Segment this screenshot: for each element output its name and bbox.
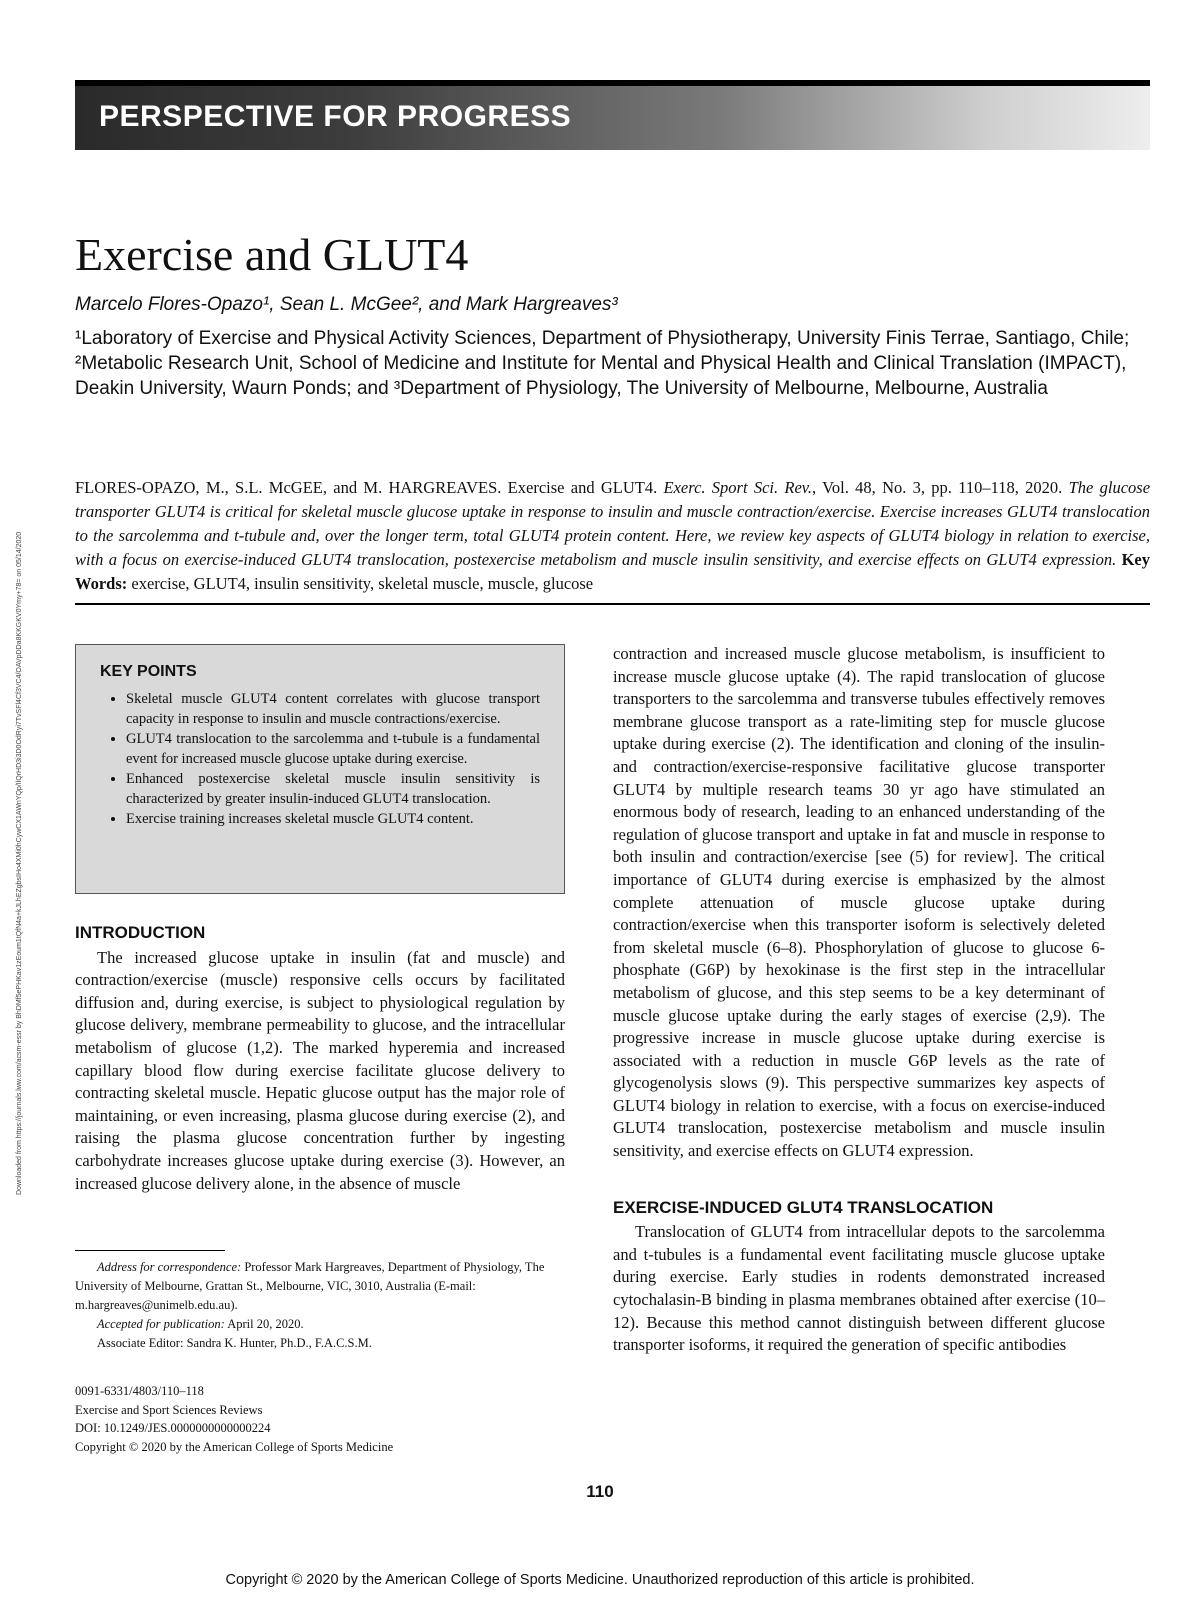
page-number: 110 (586, 1482, 614, 1501)
footer-copyright: Copyright © 2020 by the American College of Sports Medicine. Unauthorized reproduction of this article is prohibited. (225, 1572, 975, 1588)
keywords-label: Key Words: (75, 550, 1150, 593)
doi: DOI: 10.1249/JES.0000000000000224 (75, 1421, 271, 1435)
accepted-label: Accepted for publication: (97, 1317, 225, 1331)
key-point-item: • Skeletal muscle GLUT4 content correlates with glucose transport capacity in response to insulin and muscle contractions/exercise. (126, 689, 540, 729)
issn: 0091-6331/4803/110–118 (75, 1384, 204, 1398)
accepted-date: April 20, 2020. (227, 1317, 304, 1331)
key-point-item: • Exercise training increases skeletal muscle GLUT4 content. (126, 809, 540, 829)
translocation-heading: EXERCISE-INDUCED GLUT4 TRANSLOCATION (613, 1197, 994, 1217)
right-column (613, 643, 1105, 1357)
banner-label: PERSPECTIVE FOR PROGRESS (99, 100, 572, 133)
introduction-paragraph-continued: contraction and increased muscle glucose metabolism, is insufficient to increase muscle glucose uptake (4). The rapid translocation of glucose transporters to the sarcolemma and transverse tubules effectively removes membrane glucose transport as a rate-limiting step for muscle glucose uptake during exercise (2). The identification and cloning of the insulin- and contraction/exercise-responsive facilitative glucose transporter GLUT4 by multiple research teams 30 yr ago have stimulated an enormous body of research, leading to an enhanced understanding of the regulation of glucose transport and uptake in fat and muscle in response to both insulin and contraction/exercise [see (5) for review]. The critical importance of GLUT4 during exercise is emphasized by the almost complete attenuation of muscle glucose uptake during contraction/exercise when this transporter isoform is selectively deleted from skeletal muscle (6–8). Phosphorylation of glucose to glucose 6-phosphate (G6P) by hexokinase is the first step in the intracellular metabolism of glucose, and this step seems to be a key determinant of muscle glucose uptake during the early stages of exercise (2,9). The progressive increase in muscle glucose uptake during exercise is associated with a reduction in muscle G6P levels as the rate of glycogenolysis slows (9). This perspective summarizes key aspects of GLUT4 biology in relation to exercise, with a focus on exercise-induced GLUT4 translocation, postexercise metabolism and muscle insulin sensitivity, and exercise effects on GLUT4 expression. (613, 644, 1105, 1161)
associate-editor: Associate Editor: Sandra K. Hunter, Ph.D., F.A.C.S.M. (97, 1336, 372, 1350)
key-point-item: • Enhanced postexercise skeletal muscle insulin sensitivity is characterized by greater insulin-induced GLUT4 translocation. (126, 769, 540, 809)
key-points-list (100, 689, 540, 829)
footnote-divider (75, 1250, 225, 1251)
pub-copyright: Copyright © 2020 by the American College of Sports Medicine (75, 1439, 394, 1454)
keywords: exercise, GLUT4, insulin sensitivity, skeletal muscle, muscle, glucose (131, 574, 594, 593)
address-text: Professor Mark Hargreaves, Department of Physiology, The University of Melbourne, Grattan St., Melbourne, VIC, 3010, Australia (E-mail: m.hargreaves@unimelb.edu.au). (75, 1260, 545, 1312)
key-points-heading: KEY POINTS (100, 663, 197, 680)
key-points-box (75, 644, 565, 894)
translocation-paragraph: Translocation of GLUT4 from intracellular depots to the sarcolemma and t-tubules is a fundamental event facilitating muscle glucose uptake during exercise. Early studies in rodents demonstrated increased cytochalasin-B binding in plasma membranes obtained after exercise (10–12). Because this method cannot distinguish between different glucose transporter isoforms, it required the generation of specific antibodies (613, 1222, 1105, 1355)
abstract-divider (75, 603, 1150, 605)
introduction-section (75, 922, 565, 1195)
abstract (75, 476, 1150, 596)
correspondence-footnote (75, 1258, 565, 1353)
download-sidebar-text: Downloaded from https://journals.lww.com/acsm-essr by BhDMf5ePHKav1zEoum1tQfN4a+kJLhEZgbsIHo4XMi0hCywCX1AWnYQp/IlQrHD3i3D0OdRyi7TvSFl4Cf3VC4/OAVpDDa8KKGKV0Ymy+78= on 05/14/2020 (16, 531, 23, 1195)
author-list: Marcelo Flores-Opazo¹, Sean L. McGee², and Mark Hargreaves³ (75, 294, 618, 315)
key-point-item: • GLUT4 translocation to the sarcolemma and t-tubule is a fundamental event for increased muscle glucose uptake during exercise. (126, 729, 540, 769)
abstract-journal: Exerc. Sport Sci. Rev. (663, 478, 813, 497)
abstract-body: The glucose transporter GLUT4 is critical for skeletal muscle glucose uptake in response to insulin and muscle contraction/exercise. Exercise increases GLUT4 translocation to the sarcolemma and t-tubule and, over the longer term, total GLUT4 protein content. Here, we review key aspects of GLUT4 biology in relation to exercise, with a focus on exercise-induced GLUT4 translocation, postexercise metabolism and muscle insulin sensitivity, and exercise effects on GLUT4 expression. (75, 478, 1151, 569)
abstract-volume: , Vol. 48, No. 3, pp. 110–118, 2020. (812, 478, 1063, 497)
article-title: Exercise and GLUT4 (75, 229, 469, 280)
introduction-paragraph: The increased glucose uptake in insulin (fat and muscle) and contraction/exercise (muscle) responsive cells occurs by facilitated diffusion and, during exercise, is subject to physiological regulation by glucose delivery, membrane permeability to glucose, and the intracellular metabolism of glucose (1,2). The marked hyperemia and increased capillary blood flow during exercise facilitate glucose delivery to contracting skeletal muscle. Hepatic glucose output has the major role of maintaining, or even increasing, plasma glucose during exercise (2), and raising the plasma glucose concentration further by ingesting carbohydrate increases glucose uptake during exercise (3). However, an increased glucose delivery alone, in the absence of muscle (75, 947, 565, 1193)
affiliations: ¹Laboratory of Exercise and Physical Activity Sciences, Department of Physiotherapy, University Finis Terrae, Santiago, Chile; ²Metabolic Research Unit, School of Medicine and Institute for Mental and Physical Health and Clinical Translation (IMPACT), Deakin University, Waurn Ponds; and ³Department of Physiology, The University of Melbourne, Melbourne, Australia (75, 328, 1130, 399)
journal-name: Exercise and Sport Sciences Reviews (75, 1402, 263, 1417)
address-label: Address for correspondence: (97, 1260, 242, 1274)
abstract-citation: FLORES-OPAZO, M., S.L. McGEE, and M. HARGREAVES. Exercise and GLUT4. (75, 478, 658, 497)
section-banner (75, 80, 1150, 150)
introduction-heading: INTRODUCTION (75, 923, 206, 942)
publication-info (75, 1382, 393, 1456)
